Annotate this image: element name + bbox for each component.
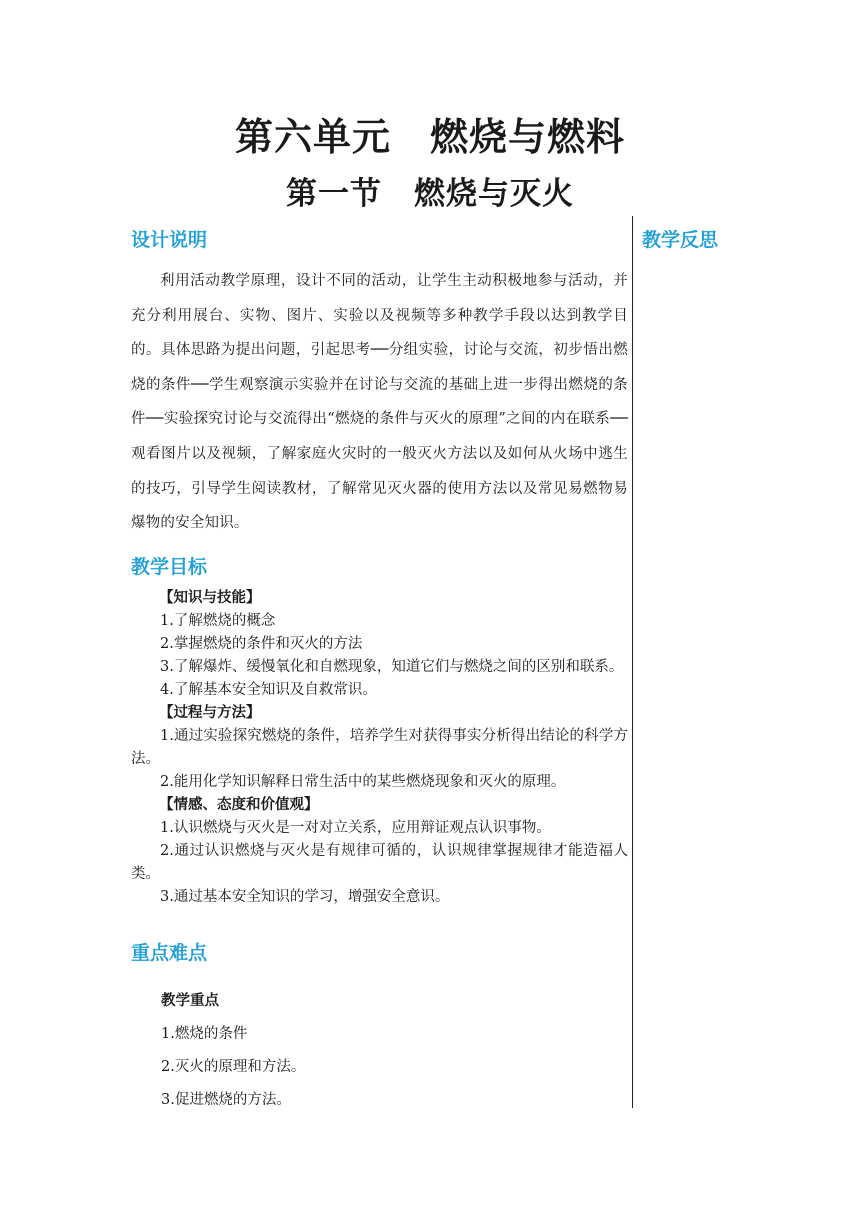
key-points-heading: 重点难点 — [131, 941, 208, 964]
main-column — [131, 226, 628, 1110]
reflection-column — [642, 226, 822, 254]
reflection-heading: 教学反思 — [642, 229, 719, 251]
design-heading: 设计说明 — [131, 229, 208, 251]
section-title: 第一节 燃烧与灭火 — [286, 176, 574, 212]
key-point-item: 1.燃烧的条件 — [161, 1025, 248, 1042]
emotion-item: 2.通过认识燃烧与灭火是有规律可循的，认识规律掌握规律才能造福人类。 — [131, 842, 628, 882]
goals-heading: 教学目标 — [131, 555, 208, 578]
knowledge-item: 3.了解爆炸、缓慢氧化和自燃现象，知道它们与燃烧之间的区别和联系。 — [160, 658, 624, 675]
process-item: 1.通过实验探究燃烧的条件，培养学生对获得事实分析得出结论的科学方法。 — [131, 727, 628, 767]
process-item: 2.能用化学知识解释日常生活中的某些燃烧现象和灭火的原理。 — [160, 773, 566, 790]
emotion-item: 3.通过基本安全知识的学习，增强安全意识。 — [160, 888, 450, 905]
key-points-subheading: 教学重点 — [161, 992, 219, 1009]
key-point-item: 2.灭火的原理和方法。 — [161, 1058, 306, 1075]
design-text: 利用活动教学原理，设计不同的活动，让学生主动积极地参与活动，并充分利用展台、实物、图片、实验以及视频等多种教学手段以达到教学目的。具体思路为提出问题，引起思考──分组实验，讨论与交流，初步悟出燃烧的条件──学生观察演示实验并在讨论与交流的基础上进一步得出燃烧的条件──实验探究讨论与交流得出“燃烧的条件与灭火的原理”之间的内在联系──观看图片以及视频，了解家庭火灾时的一般灭火方法以及如何从火场中逃生的技巧，引导学生阅读教材，了解常见灭火器的使用方法以及常见易燃物易爆物的安全知识。 — [131, 273, 628, 532]
knowledge-item: 1.了解燃烧的概念 — [160, 612, 276, 629]
process-label: 【过程与方法】 — [159, 704, 261, 721]
knowledge-label: 【知识与技能】 — [159, 589, 261, 606]
goals-list — [131, 587, 628, 909]
emotion-item: 1.认识燃烧与灭火是一对对立关系，应用辩证观点认识事物。 — [160, 819, 551, 836]
knowledge-item: 4.了解基本安全知识及自救常识。 — [160, 681, 377, 698]
key-point-item: 3.促进燃烧的方法。 — [161, 1091, 291, 1108]
column-divider — [632, 216, 633, 1108]
knowledge-item: 2.掌握燃烧的条件和灭火的方法 — [160, 635, 363, 652]
emotion-label: 【情感、态度和价值观】 — [159, 796, 319, 813]
unit-title: 第六单元 燃烧与燃料 — [234, 115, 625, 159]
